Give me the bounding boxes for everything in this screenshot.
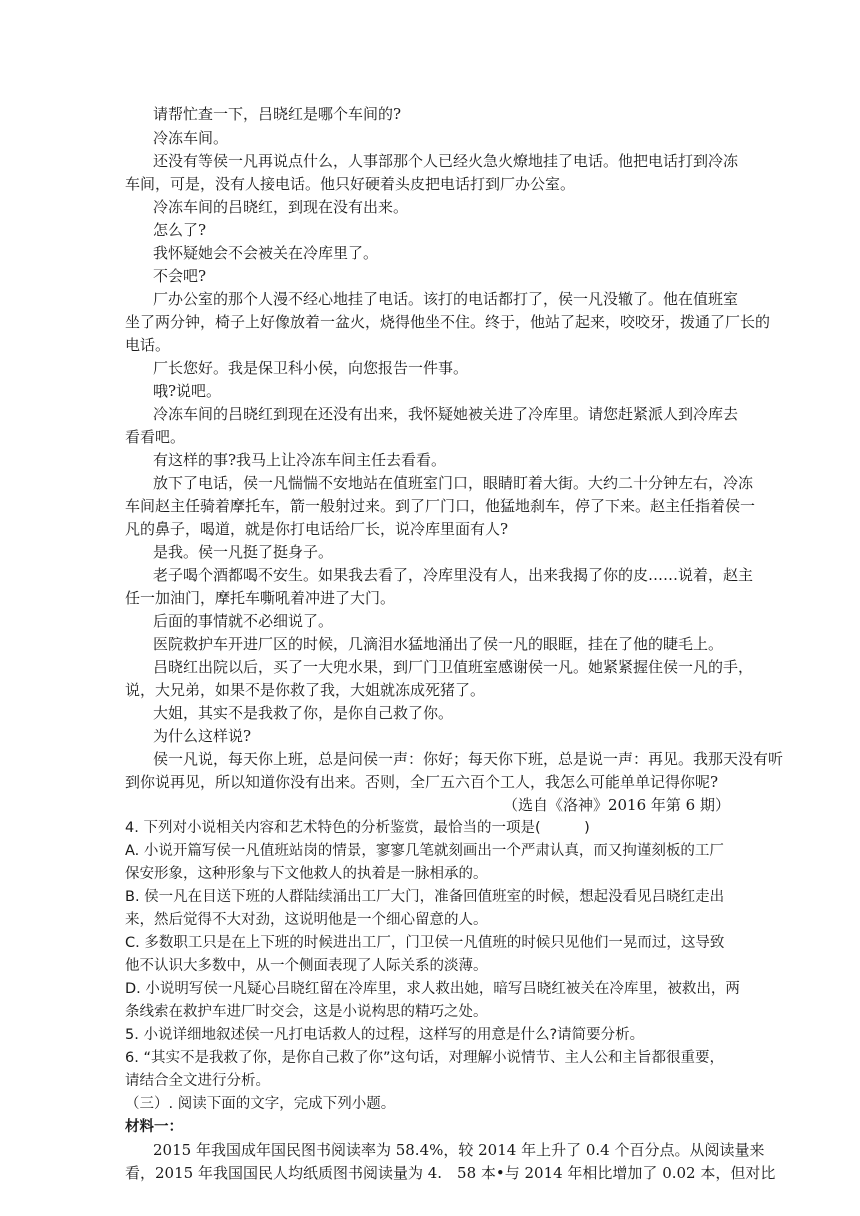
option-b-cont: 来，然后觉得不大对劲，这说明他是一个细心留意的人。 [125, 912, 488, 928]
story-line: 老子喝个酒都喝不安生。如果我去看了，冷库里没有人，出来我揭了你的皮……说着，赵主 [153, 566, 754, 584]
story-line: 任一加油门，摩托车嘶吼着冲进了大门。 [125, 589, 396, 607]
story-line: 电话。 [125, 336, 171, 354]
option-c: C. 多数职工只是在上下班的时候进出工厂，门卫侯一凡值班的时候只见他们一晃而过，这导致 [125, 935, 725, 951]
story-line: 哦?说吧。 [153, 382, 222, 400]
question-6-cont: 请结合全文进行分析。 [125, 1073, 270, 1089]
option-a: A. 小说开篇写侯一凡值班站岗的情景，寥寥几笔就刻画出一个严肃认真，而又拘谨刻板的工厂 [125, 843, 724, 859]
story-line: 有这样的事?我马上让冷冻车间主任去看看。 [153, 451, 447, 469]
story-line: 吕晓红出院以后，买了一大兜水果，到厂门卫值班室感谢侯一凡。她紧紧握住侯一凡的手， [153, 658, 754, 676]
story-line: 车间，可是，没有人接电话。他只好硬着头皮把电话打到厂办公室。 [125, 175, 576, 193]
material-line: 看，2015 年我国国民人均纸质图书阅读量为 4. 58 本•与 2014 年相比增加了 0.02 本，但对比 [125, 1164, 776, 1182]
question-5: 5. 小说详细地叙述侯一凡打电话救人的过程，这样写的用意是什么?请简要分析。 [125, 1027, 645, 1043]
question-4: 4. 下列对小说相关内容和艺术特色的分析鉴赏，最恰当的一项是( ) [125, 820, 590, 836]
story-line: 说，大兄弟，如果不是你救了我，大姐就冻成死猪了。 [125, 681, 486, 699]
story-line: 不会吧? [153, 267, 207, 285]
story-line: 医院救护车开进厂区的时候，几滴泪水猛地涌出了侯一凡的眼眶，挂在了他的睫毛上。 [153, 635, 724, 653]
story-line: 我怀疑她会不会被关在冷库里了。 [153, 244, 379, 262]
story-line: 厂长您好。我是保卫科小侯，向您报告一件事。 [153, 359, 469, 377]
story-line: 后面的事情就不必细说了。 [153, 612, 334, 630]
story-line: 凡的鼻子，喝道，就是你打电话给厂长，说冷库里面有人? [125, 520, 509, 538]
story-line: 坐了两分钟，椅子上好像放着一盆火，烧得他坐不住。终于，他站了起来，咬咬牙，拨通了厂长的 [125, 313, 771, 331]
story-line: 到你说再见，所以知道你没有出来。否则，全厂五六百个工人，我怎么可能单单记得你呢? [125, 773, 719, 791]
story-line: 冷冻车间的吕晓红，到现在没有出来。 [153, 198, 409, 216]
option-c-cont: 他不认识大多数中，从一个侧面表现了人际关系的淡薄。 [125, 958, 488, 974]
question-6: 6. “其实不是我救了你，是你自己救了你”这句话，对理解小说情节、主人公和主旨都很重要， [125, 1050, 724, 1066]
story-line: 还没有等侯一凡再说点什么，人事部那个人已经火急火燎地挂了电话。他把电话打到冷冻 [153, 152, 739, 170]
section-three-heading: （三）. 阅读下面的文字，完成下列小题。 [125, 1096, 396, 1112]
story-line: 是我。侯一凡挺了挺身子。 [153, 543, 334, 561]
source-citation: （选自《洛神》2016 年第 6 期） [502, 796, 730, 814]
option-d: D. 小说明写侯一凡疑心吕晓红留在冷库里，求人救出她，暗写吕晓红被关在冷库里，被救出，两 [125, 981, 740, 997]
story-line: 看看吧。 [125, 428, 186, 446]
option-b: B. 侯一凡在目送下班的人群陆续涌出工厂大门，准备回值班室的时候，想起没看见吕晓红走出 [125, 889, 725, 905]
story-line: 大姐，其实不是我救了你，是你自己救了你。 [153, 704, 454, 722]
story-line: 怎么了? [153, 221, 207, 239]
story-line: 放下了电话，侯一凡惴惴不安地站在值班室门口，眼睛盯着大街。大约二十分钟左右，冷冻 [153, 474, 754, 492]
material-line: 2015 年我国成年国民图书阅读率为 58.4%，较 2014 年上升了 0.4 个百分点。从阅读量来 [153, 1141, 765, 1159]
story-line: 侯一凡说，每天你上班，总是问侯一声：你好；每天你下班，总是说一声：再见。我那天没有听 [153, 750, 784, 768]
story-line: 车间赵主任骑着摩托车，箭一般射过来。到了厂门口，他猛地刹车，停了下来。赵主任指着侯一 [125, 497, 756, 515]
material-title: 材料一： [125, 1119, 183, 1135]
story-line: 冷冻车间的吕晓红到现在还没有出来，我怀疑她被关进了冷库里。请您赶紧派人到冷库去 [153, 405, 739, 423]
option-d-cont: 条线索在救护车进厂时交会，这是小说构思的精巧之处。 [125, 1004, 488, 1020]
story-line: 为什么这样说? [153, 727, 252, 745]
option-a-cont: 保安形象，这种形象与下文他救人的执着是一脉相承的。 [125, 866, 488, 882]
story-line: 厂办公室的那个人漫不经心地挂了电话。该打的电话都打了，侯一凡没辙了。他在值班室 [153, 290, 739, 308]
story-line: 冷冻车间。 [153, 129, 229, 147]
story-line: 请帮忙查一下，吕晓红是哪个车间的? [153, 105, 402, 123]
